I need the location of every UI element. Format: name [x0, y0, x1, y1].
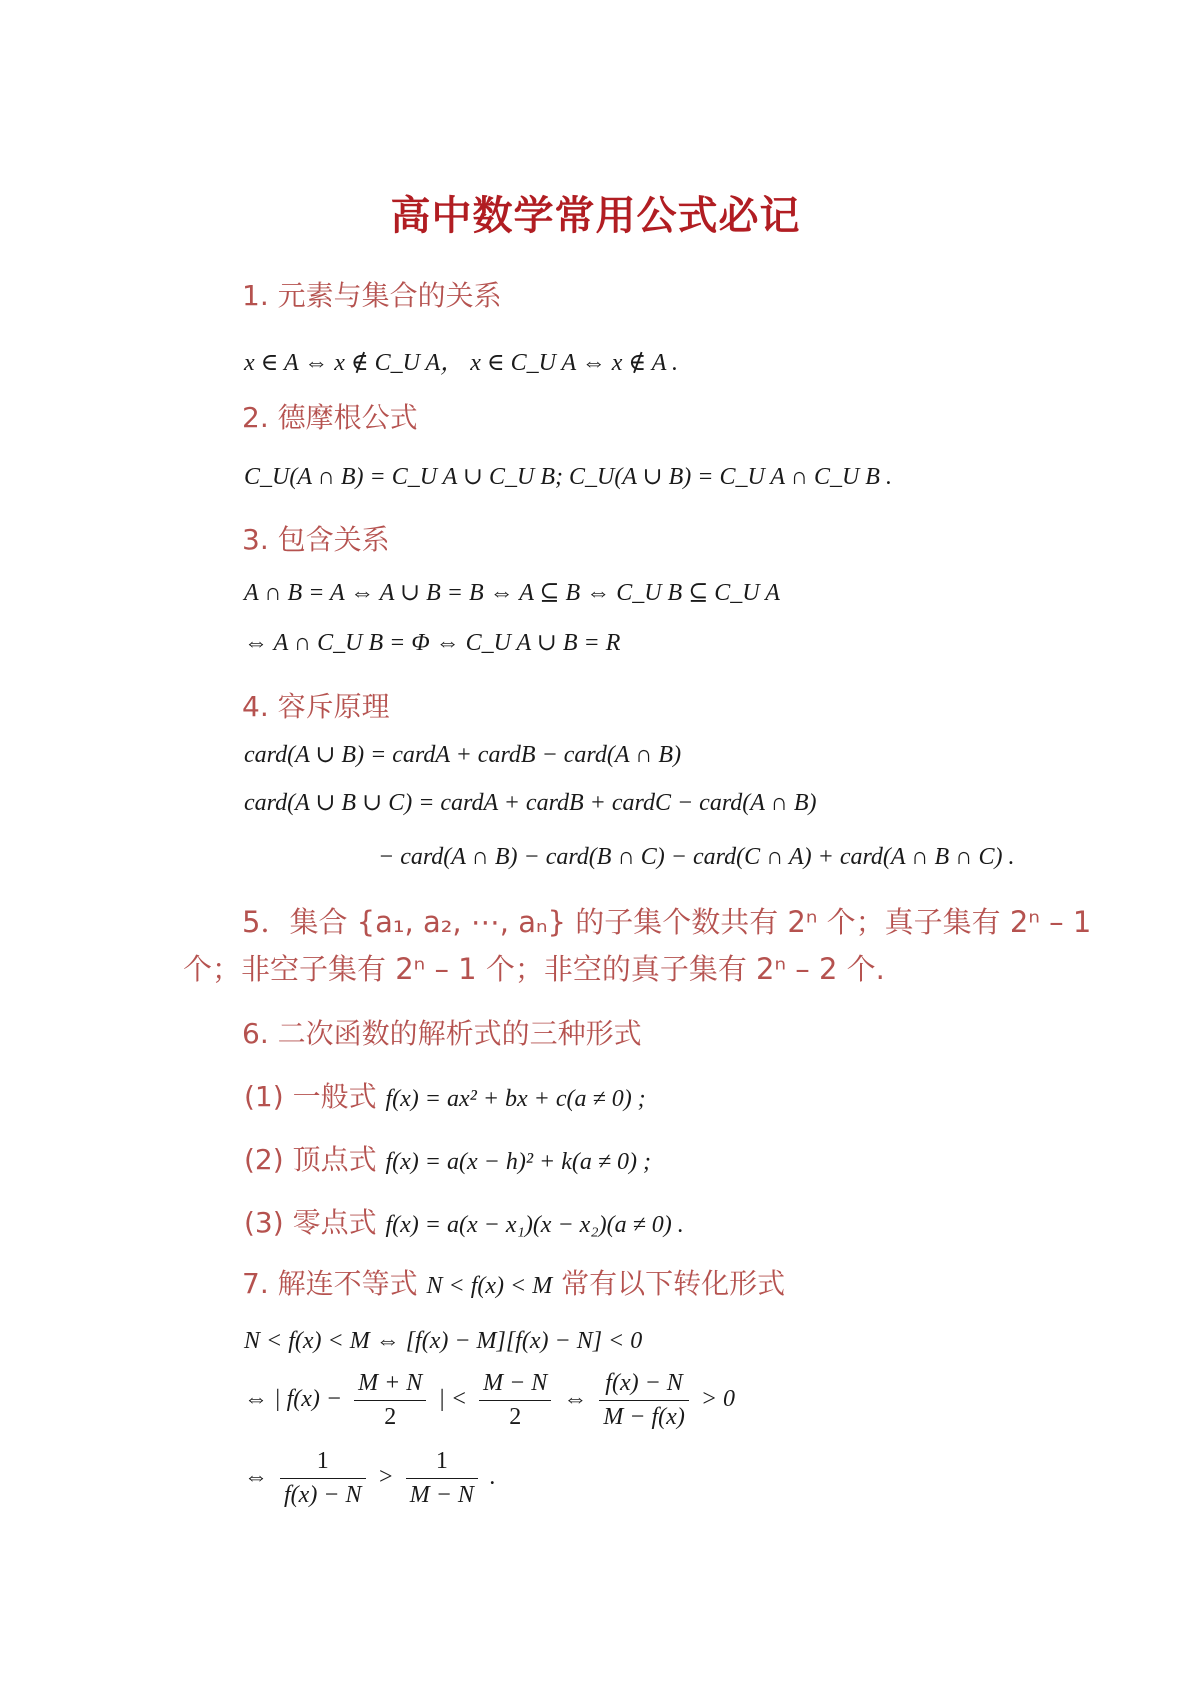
section-7-formula-2 [244, 1370, 735, 1431]
fraction-numerator: M + N [354, 1370, 426, 1401]
fraction-numerator: 1 [406, 1448, 478, 1479]
fraction-denominator: M − f(x) [603, 1404, 685, 1430]
section-6-item-2 [244, 1138, 651, 1178]
section-3-formula-1: A ∩ B = A ⇔ A ∪ B = B ⇔ A ⊆ B ⇔ C_U B ⊆ C_U A [244, 580, 780, 606]
formula-tail: > 0 [700, 1386, 736, 1413]
section-2-formula: C_U(A ∩ B) = C_U A ∪ C_U B; C_U(A ∪ B) = C_U A ∩ C_U B . [244, 464, 892, 490]
section-6-item-3 [244, 1201, 684, 1241]
formula-mid: | < [438, 1386, 468, 1413]
formula-lead: ⇔ [244, 1464, 268, 1491]
fraction-reciprocal-mn [406, 1448, 478, 1509]
item-label: (2) 顶点式 [244, 1143, 377, 1176]
item-label: (3) 零点式 [244, 1206, 377, 1239]
item-formula: f(x) = a(x − h)² + k(a ≠ 0) ; [385, 1149, 652, 1175]
section-4-heading: 4. 容斥原理 [242, 690, 390, 723]
section-2-heading: 2. 德摩根公式 [242, 401, 418, 434]
heading-prefix: 7. 解连不等式 [242, 1267, 418, 1300]
section-5-line-1: 5．集合 {a₁, a₂, ⋯, aₙ} 的子集个数共有 2ⁿ 个；真子集有 2ⁿ – 1 [242, 905, 1092, 939]
formula-lead: ⇔ | f(x) − [244, 1386, 343, 1413]
item-formula: f(x) = a(x − x₁)(x − x₂)(a ≠ 0) . [385, 1212, 684, 1238]
section-4-formula-3: − card(A ∩ B) − card(B ∩ C) − card(C ∩ A) + card(A ∩ B ∩ C) . [378, 844, 1015, 870]
fraction-m-plus-n [354, 1370, 426, 1431]
section-5-line-2: 个；非空子集有 2ⁿ – 1 个；非空的真子集有 2ⁿ – 2 个. [183, 952, 885, 986]
fraction-denominator: M − N [409, 1482, 474, 1508]
section-6-item-1 [244, 1075, 646, 1115]
section-4-formula-2: card(A ∪ B ∪ C) = cardA + cardB + cardC − card(A ∩ B) [244, 790, 817, 816]
fraction-numerator: 1 [280, 1448, 366, 1479]
fraction-denominator: 2 [509, 1404, 522, 1430]
heading-suffix: 常有以下转化形式 [561, 1267, 786, 1300]
formula-tail: . [489, 1464, 496, 1491]
item-formula: f(x) = ax² + bx + c(a ≠ 0) ; [385, 1086, 646, 1112]
fraction-numerator: f(x) − N [599, 1370, 689, 1401]
page-title: 高中数学常用公式必记 [390, 193, 801, 239]
section-1-heading: 1. 元素与集合的关系 [242, 279, 502, 312]
section-7-formula-3 [244, 1448, 496, 1509]
section-3-formula-2: ⇔ A ∩ C_U B = Φ ⇔ C_U A ∪ B = R [244, 630, 621, 656]
formula-mid: > [377, 1464, 394, 1491]
fraction-reciprocal-fx [280, 1448, 366, 1509]
section-1-formula: x ∈ A ⇔ x ∉ C_U A， x ∈ C_U A ⇔ x ∉ A . [244, 350, 678, 376]
fraction-denominator: f(x) − N [284, 1482, 362, 1508]
section-4-formula-1: card(A ∪ B) = cardA + cardB − card(A ∩ B) [244, 742, 682, 768]
section-6-heading: 6. 二次函数的解析式的三种形式 [242, 1017, 642, 1050]
item-label: (1) 一般式 [244, 1080, 377, 1113]
fraction-numerator: M − N [479, 1370, 551, 1401]
section-7-formula-1: N < f(x) < M ⇔ [f(x) − M][f(x) − N] < 0 [244, 1328, 643, 1354]
fraction-m-minus-n [479, 1370, 551, 1431]
section-3-heading: 3. 包含关系 [242, 523, 390, 556]
formula-equivalence: ⇔ [563, 1386, 588, 1413]
section-7-heading [242, 1262, 785, 1302]
heading-formula: N < f(x) < M [426, 1273, 553, 1299]
fraction-denominator: 2 [384, 1404, 397, 1430]
fraction-fx-ratio [599, 1370, 689, 1431]
